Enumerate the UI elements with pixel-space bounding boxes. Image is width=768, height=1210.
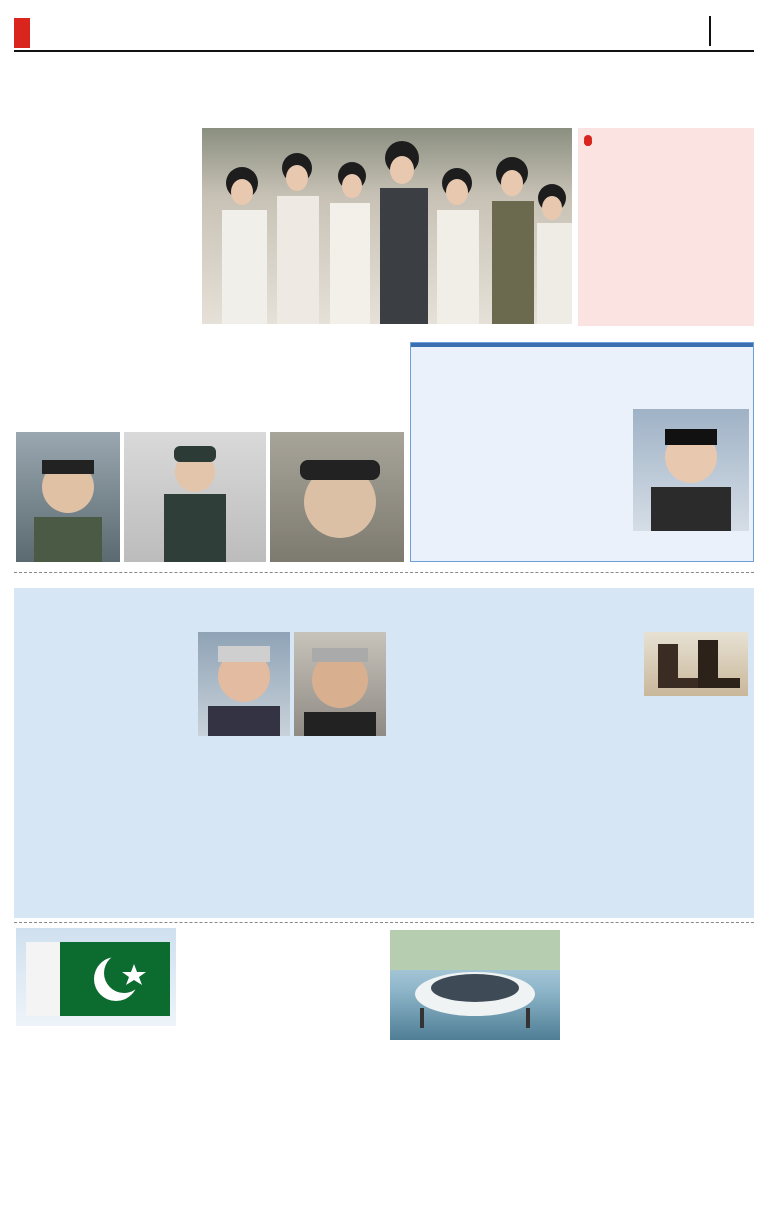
childhood-photo-3 — [270, 432, 404, 562]
section-divider — [14, 572, 754, 573]
child-closeup-icon — [270, 432, 404, 562]
photo-spacer — [16, 952, 180, 1032]
childhood-photo-2 — [124, 432, 266, 562]
basketball-box — [578, 128, 754, 326]
addiction-box — [410, 342, 754, 562]
caption-body — [202, 339, 372, 427]
masthead-mark — [14, 18, 30, 48]
slap-body — [28, 664, 388, 894]
child-portrait-icon — [16, 432, 120, 562]
addiction-body — [417, 387, 627, 557]
obesity-body — [410, 660, 750, 900]
kim-crowd-photo — [202, 128, 572, 324]
crowd-illustration — [202, 128, 572, 324]
photo-spacer — [644, 660, 750, 700]
taxi-body — [390, 952, 750, 1182]
lead-body-2 — [16, 339, 196, 427]
farman-body — [16, 952, 378, 1182]
header-rule — [14, 50, 754, 52]
childhood-photo-1 — [16, 432, 120, 562]
kim-portrait-icon — [633, 409, 749, 531]
basketball-list — [578, 128, 754, 134]
footer-dots — [16, 1192, 756, 1202]
photo-spacer — [192, 664, 388, 736]
child-uniform-icon — [124, 432, 266, 562]
kim-phone-photo — [633, 409, 749, 531]
addiction-box-title — [411, 343, 753, 347]
lower-divider — [14, 922, 754, 923]
bullet-icon — [584, 138, 592, 146]
lead-article-body — [16, 128, 196, 326]
page-number-divider — [709, 16, 711, 46]
photo-spacer — [390, 952, 566, 1044]
